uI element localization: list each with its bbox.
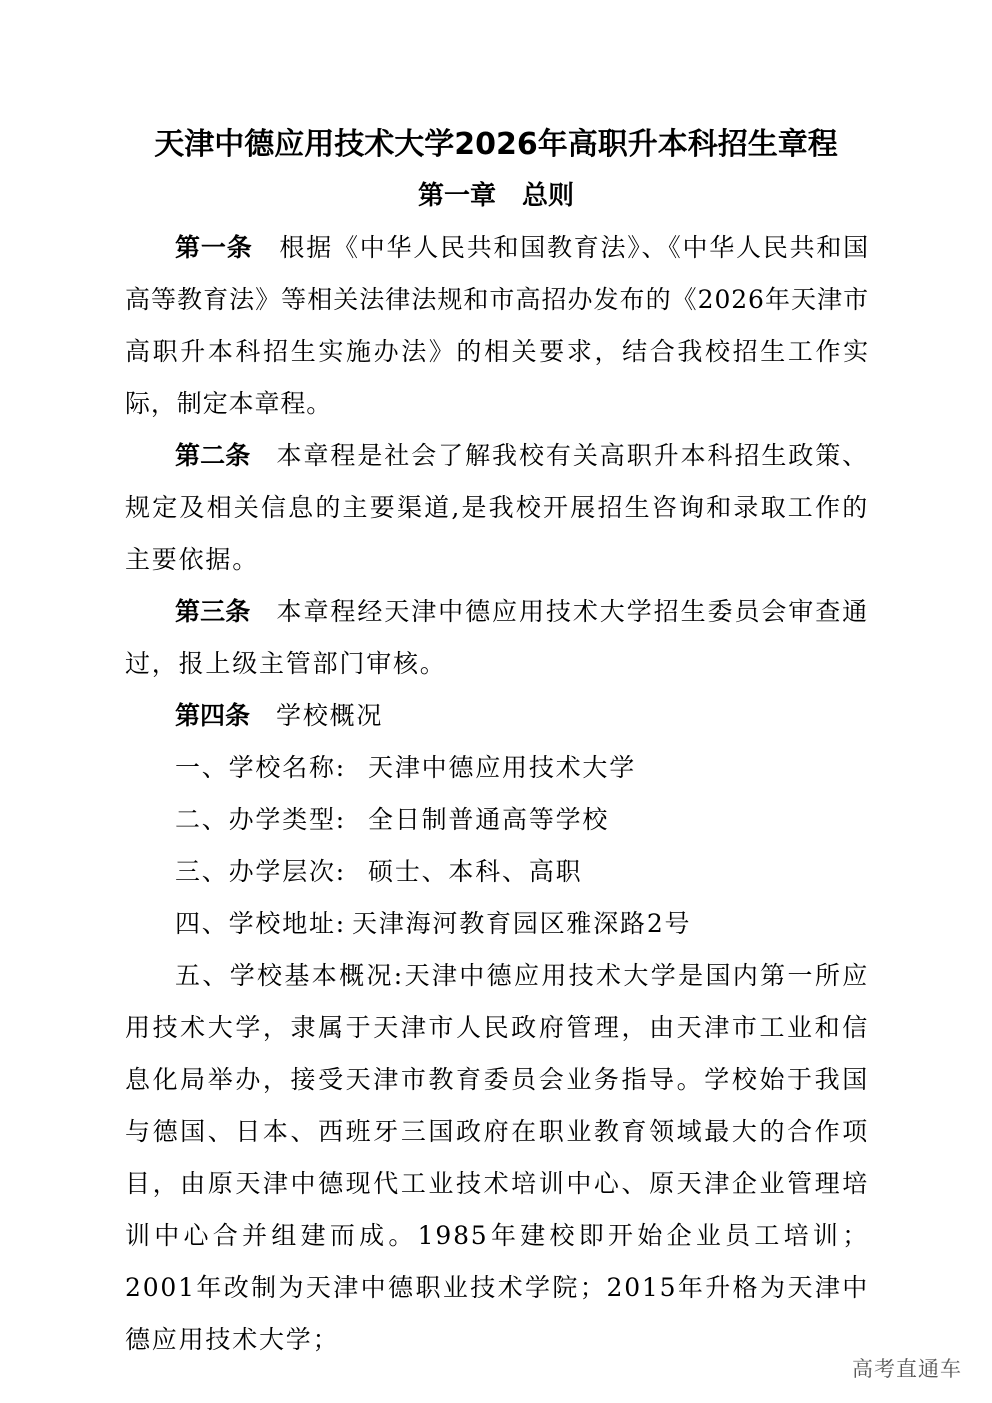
school-level-row [175,846,582,898]
school-type-row [175,794,609,846]
school-name-value: 天津中德应用技术大学 [368,753,637,782]
watermark-text: 高考直通车 [852,1357,962,1381]
school-level-value: 硕士、本科、高职 [368,857,583,886]
school-overview [125,950,869,1366]
article-3 [125,586,869,690]
article-4 [175,690,383,742]
chapter-name: 总则 [522,181,575,211]
school-type-label: 二、办学类型: [175,805,347,834]
article-2-text: 本章程是社会了解我校有关高职升本科招生政策、规定及相关信息的主要渠道,是我校开展招生咨询和录取工作的主要依据。 [125,441,869,574]
school-overview-text: 天津中德应用技术大学是国内第一所应用技术大学，隶属于天津市人民政府管理，由天津市工业和信息化局举办，接受天津市教育委员会业务指导。学校始于我国与德国、日本、西班牙三国政府在职业教育领域最大的合作项目，由原天津中德现代工业技术培训中心、原天津企业管理培训中心合并组建而成。1985年建校即开始企业员工培训；2001年改制为天津中德职业技术学院；2015年升格为天津中德应用技术大学； [125,961,869,1354]
school-address-label: 四、学校地址: [175,909,347,938]
article-4-text: 学校概况 [276,701,384,730]
school-address-row [175,898,691,950]
chapter-number: 第一章 [417,181,496,211]
article-3-label: 第三条 [175,597,251,626]
article-1-label: 第一条 [175,233,253,262]
article-4-label: 第四条 [175,701,251,730]
school-name-row [175,742,636,794]
school-name-label: 一、学校名称: [175,753,347,782]
article-3-text: 本章程经天津中德应用技术大学招生委员会审查通过，报上级主管部门审核。 [125,597,869,678]
school-address-value: 天津海河教育园区雅深路2号 [352,909,692,938]
article-2 [125,430,869,586]
school-level-label: 三、办学层次: [175,857,347,886]
document-title: 天津中德应用技术大学2026年高职升本科招生章程 [154,127,838,162]
school-overview-label: 五、学校基本概况: [175,961,405,990]
article-2-label: 第二条 [175,441,251,470]
article-1 [125,222,869,430]
article-1-text: 根据《中华人民共和国教育法》、《中华人民共和国高等教育法》等相关法律法规和市高招办发布的《2026年天津市高职升本科招生实施办法》的相关要求，结合我校招生工作实际，制定本章程。 [125,233,869,418]
school-type-value: 全日制普通高等学校 [368,805,610,834]
chapter-heading [0,173,992,219]
